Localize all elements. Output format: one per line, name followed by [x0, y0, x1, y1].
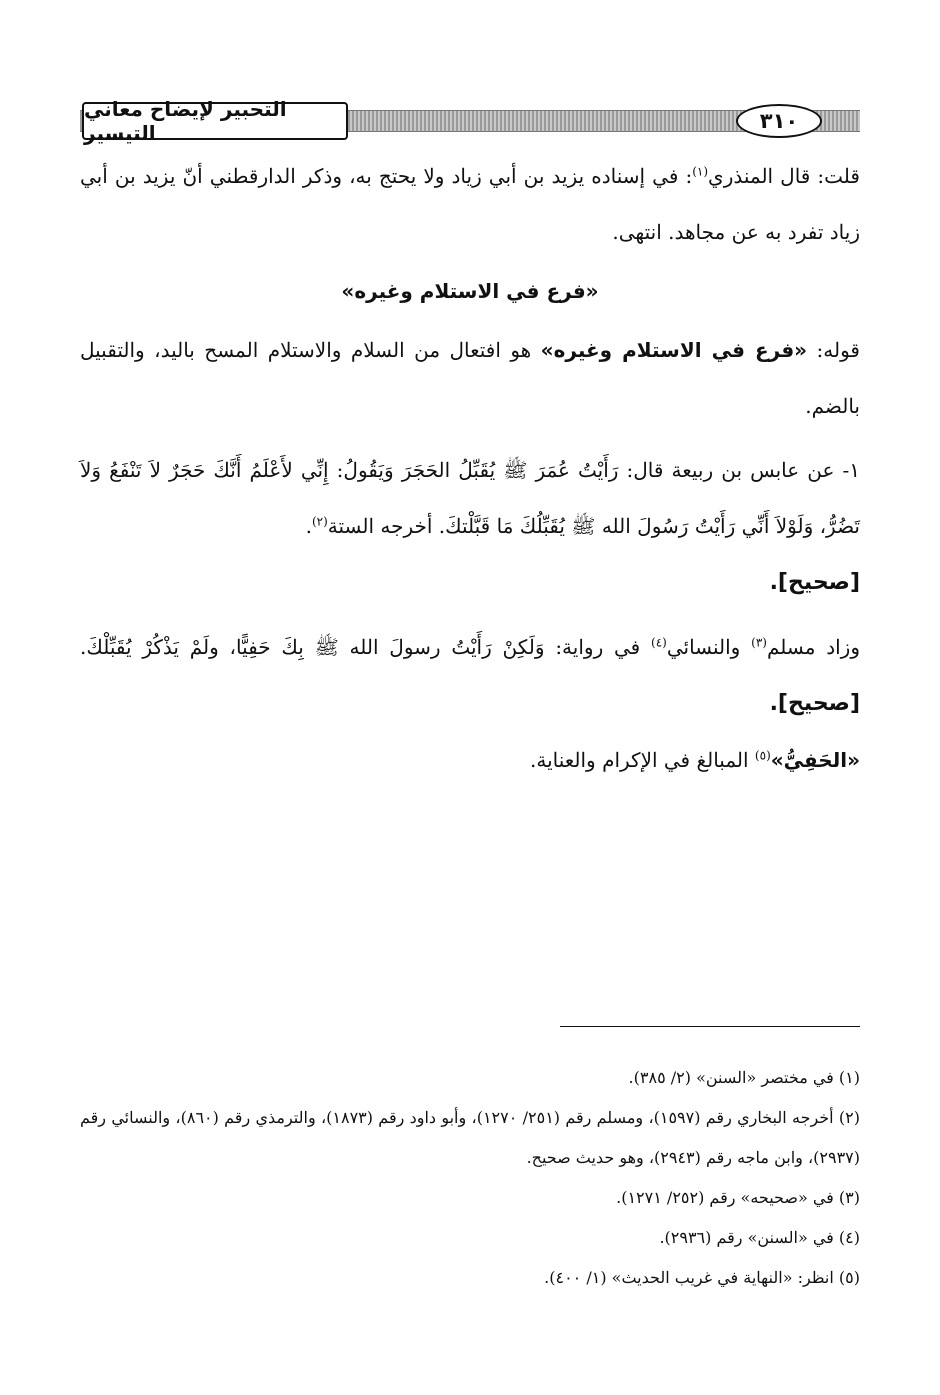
- section-heading: «فرع في الاستلام وغيره»: [341, 279, 599, 303]
- text-run: وزاد مسلم: [766, 635, 860, 659]
- footnote-ref-3: (٣): [751, 635, 767, 650]
- hadith-1: [80, 442, 860, 611]
- main-text: [80, 148, 860, 788]
- footnote-3: (٣) في «صحيحه» رقم (٢٥٢/ ١٢٧١).: [616, 1188, 860, 1207]
- hadith-grade: [صحيح].: [769, 691, 860, 716]
- footnote-5: (٥) انظر: «النهاية في غريب الحديث» (١/ ٤٠٠).: [544, 1268, 860, 1287]
- hadith-text: ١- عن عابس بن ربيعة قال: رَأَيْتُ عُمَرَ ﷺ يُقَبِّلُ الحَجَرَ وَيَقُولُ: إِنِّي لأَعْلَمُ أَنَّكَ حَجَرٌ لاَ تَنْفَعُ وَلاَ تَضُرُّ، وَلَوْلاَ أَنِّي رَأَيْتُ رَسُولَ الله ﷺ يُقَبِّلُكَ مَا قَبَّلْتكَ. أخرجه الستة: [80, 458, 860, 538]
- footnote-4: (٤) في «السنن» رقم (٢٩٣٦).: [659, 1228, 860, 1247]
- page-number: ٣١٠: [736, 104, 822, 138]
- text-run: : في إسناده يزيد بن أبي زياد ولا يحتج به، وذكر الدارقطني أنّ يزيد بن أبي زياد تفرد به عن مجاهد. انتهى.: [80, 164, 860, 244]
- text-run: قوله:: [807, 338, 860, 362]
- running-header: [80, 97, 860, 146]
- hadith-grade: [صحيح].: [769, 570, 860, 595]
- paragraph-definition: [80, 322, 860, 434]
- footnote-separator: [560, 1026, 860, 1027]
- text-run: والنسائي: [666, 635, 752, 659]
- text-run: هو افتعال من السلام والاستلام المسح باليد، والتقبيل بالضم.: [80, 338, 860, 418]
- footnote-2: (٢) أخرجه البخاري رقم (١٥٩٧)، ومسلم رقم (٢٥١/ ١٢٧٠)، وأبو داود رقم (١٨٧٣)، والترمذي رقم (٨٦٠)، والنسائي رقم (٢٩٣٧)، وابن ماجه رقم (٢٩٤٣)، وهو حديث صحيح.: [80, 1108, 861, 1167]
- paragraph-mundhiri: [80, 148, 860, 260]
- footnotes: [80, 1058, 860, 1298]
- paragraph-addition: [80, 619, 860, 732]
- glossed-term: «الحَفِيُّ»: [770, 748, 860, 772]
- text-run: في رواية: وَلَكِنْ رَأَيْتُ رسولَ الله ﷺ بِكَ حَفِيًّا، ولَمْ يَذْكُرْ يُقَبِّلْكَ.: [80, 635, 651, 659]
- footnote-ref-5: (٥): [754, 748, 771, 763]
- footnote-1: (١) في مختصر «السنن» (٢/ ٣٨٥).: [628, 1068, 860, 1087]
- footnote-ref-1: (١): [692, 164, 709, 179]
- bold-term: «فرع في الاستلام وغيره»: [540, 338, 808, 362]
- footnote-ref-4: (٤): [651, 635, 667, 650]
- paragraph-gloss: [80, 732, 860, 788]
- text-run: .: [305, 514, 312, 538]
- text-run: قلت: قال المنذري: [708, 164, 860, 188]
- footnote-ref-2: (٢): [311, 514, 328, 529]
- book-title: التحبير لإيضاح معاني التيسير: [82, 102, 348, 140]
- text-run: المبالغ في الإكرام والعناية.: [529, 748, 755, 772]
